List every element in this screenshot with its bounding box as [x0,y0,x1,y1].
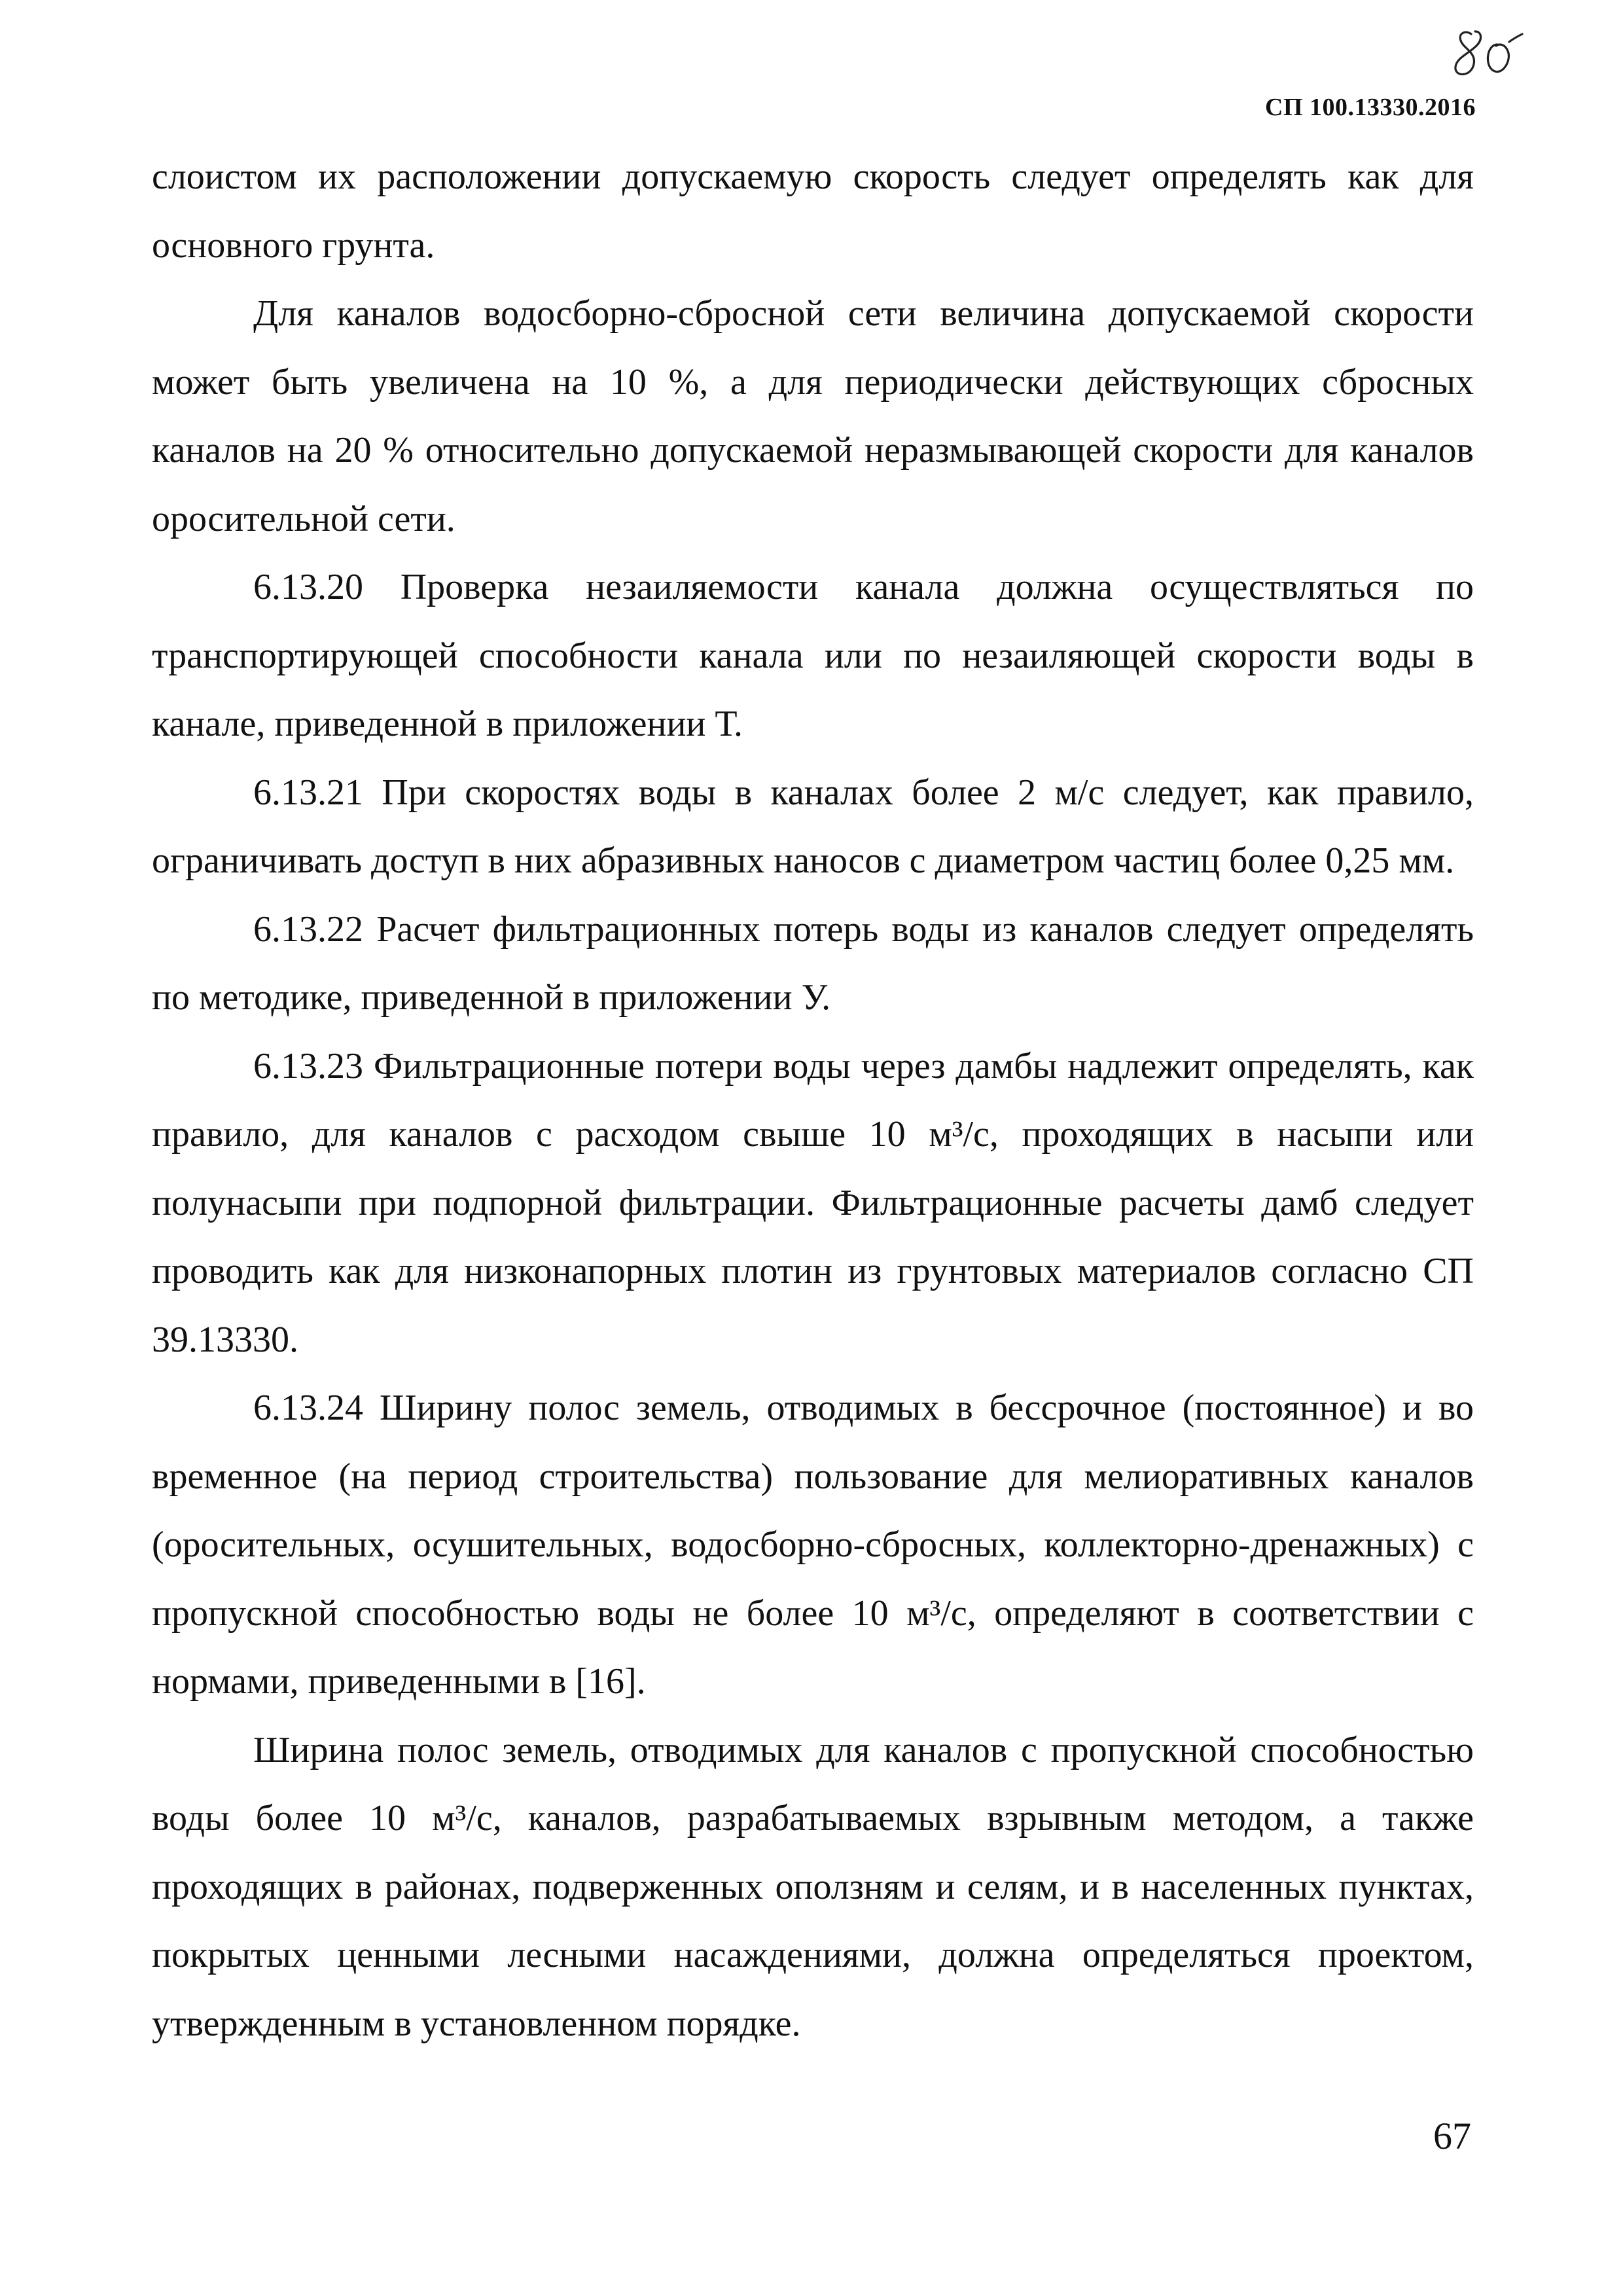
paragraph-land-strip-width: Ширина полос земель, отводимых для каналов с пропускной способностью воды более 10 м³/с, каналов, разрабатываемых взрывным методом, а также проходящих в районах, подверженных оползням и селям, и в населенных пунктах, покрытых ценными лесными насаждениями, должна определяться проектом, утвержденным в установленном порядке. [152,1729,1474,2044]
paragraph-6-13-20: 6.13.20 Проверка незаиляемости канала должна осуществляться по транспортирующей способности канала или по незаиляющей скорости воды в канале, приведенной в приложении Т. [152,567,1474,744]
page-number: 67 [1433,2115,1471,2157]
paragraph-6-13-24: 6.13.24 Ширину полос земель, отводимых в бессрочное (постоянное) и во временное (на период строительства) пользование для мелиоративных каналов (оросительных, осушительных, водосборно-сбросных, коллекторно-дренажных) с пропускной способностью воды не более 10 м³/с, определяют в соответствии с нормами, приведенными в [16]. [152,1388,1474,1702]
document-body [152,143,1474,2058]
paragraph-continuation: слоистом их расположении допускаемую скорость следует определять как для основного грунта. [152,156,1474,266]
paragraph-6-13-22: 6.13.22 Расчет фильтрационных потерь воды из каналов следует определять по методике, приведенной в приложении У. [152,908,1474,1018]
paragraph-6-13-21: 6.13.21 При скоростях воды в каналах более 2 м/с следует, как правило, ограничивать доступ в них абразивных наносов с диаметром частиц более 0,25 мм. [152,772,1474,881]
document-reference: СП 100.13330.2016 [1265,94,1476,121]
paragraph-6-13-23: 6.13.23 Фильтрационные потери воды через дамбы надлежит определять, как правило, для каналов с расходом свыше 10 м³/с, проходящих в насыпи или полунасыпи при подпорной фильтрации. Фильтрационные расчеты дамб следует проводить как для низконапорных плотин из грунтовых материалов согласно СП 39.13330. [152,1045,1474,1360]
handwritten-page-number [1446,26,1525,98]
paragraph-drainage-channels: Для каналов водосборно-сбросной сети величина допускаемой скорости может быть увеличена на 10 %, а для периодически действующих сбросных каналов на 20 % относительно допускаемой неразмывающей скорости для каналов оросительной сети. [152,293,1474,539]
